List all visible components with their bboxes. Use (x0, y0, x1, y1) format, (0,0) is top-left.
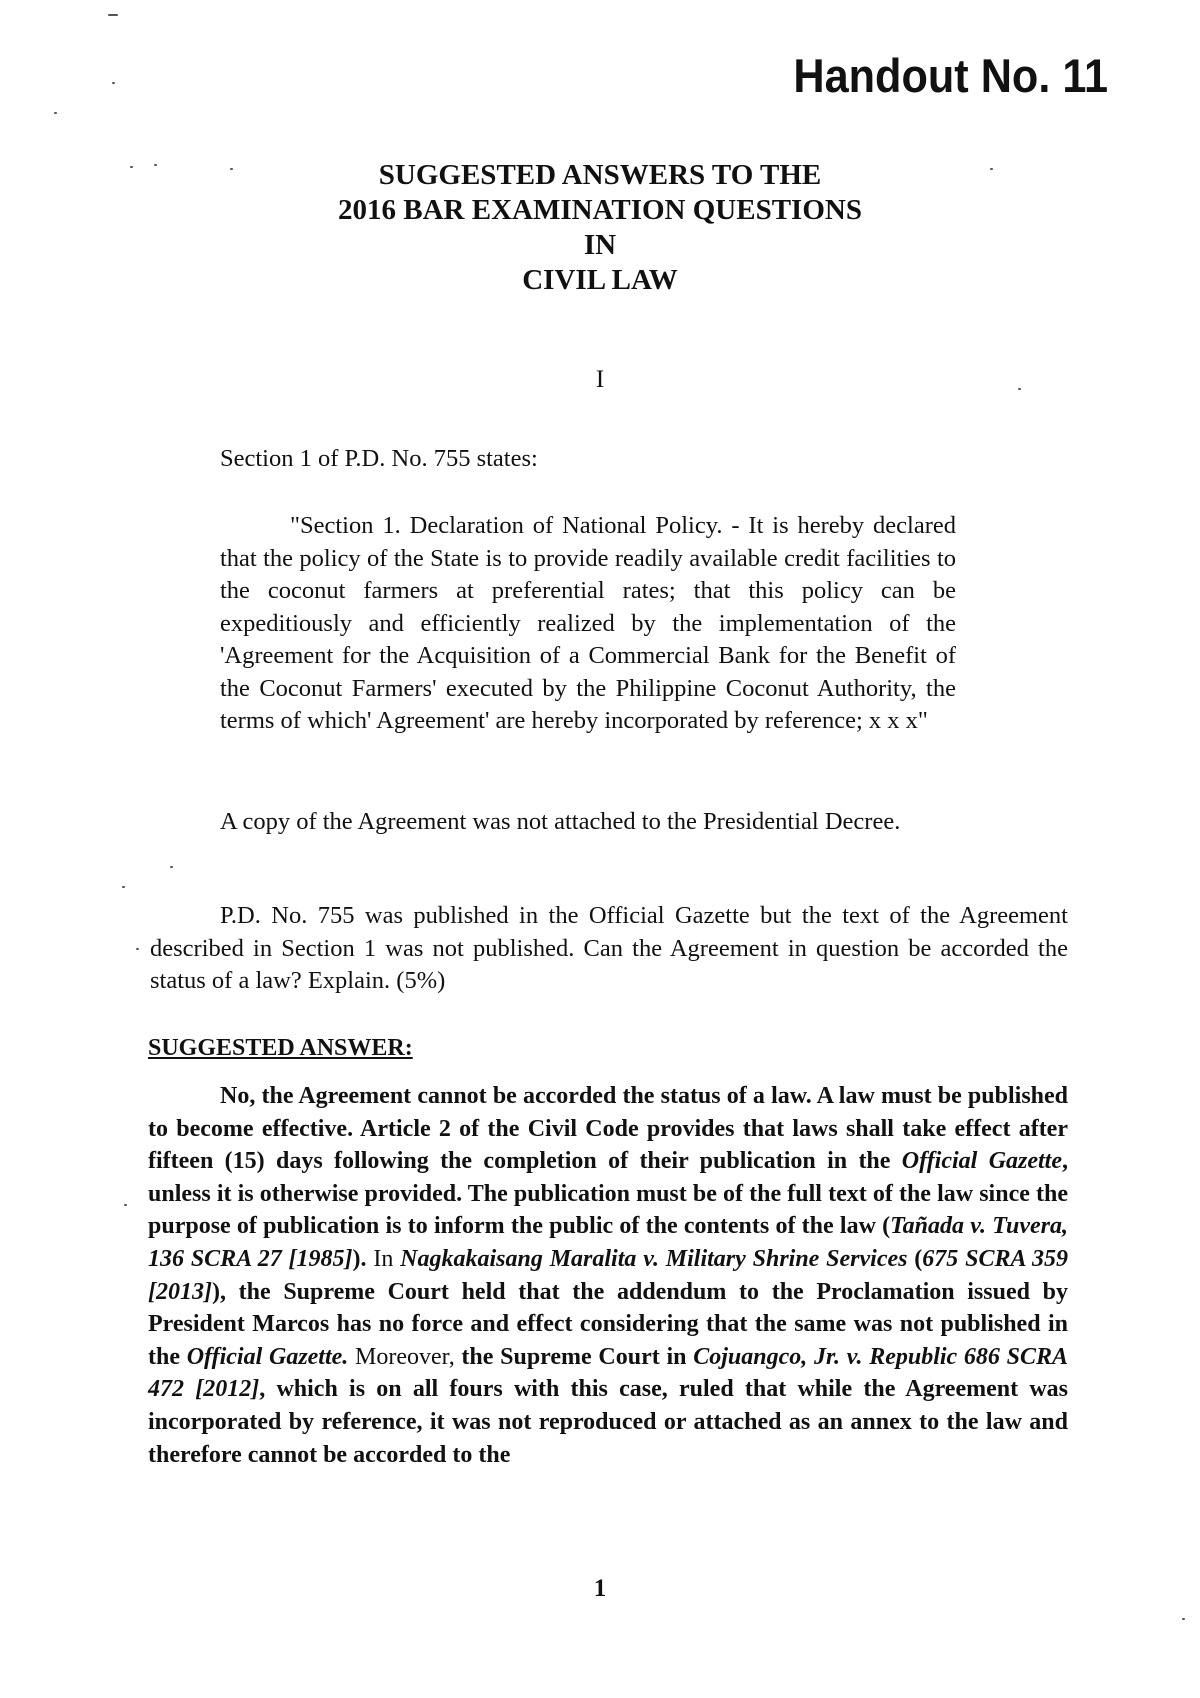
handout-badge: Handout No. 11 (793, 49, 1108, 102)
quote-text: "Section 1. Declaration of National Policy. - It is hereby declared that the policy of the State is to provide readily available credit facilities to the coconut farmers at preferential rates; that this policy can be expeditiously and efficiently realized by the implementation of the 'Agreement for the Acquisition of a Commercial Bank for the Benefit of the Coconut Farmers' executed by the Philippine Coconut Authority, the terms of which' Agreement' are hereby incorporated by reference; x x x" (220, 512, 956, 734)
scan-speck (1182, 1618, 1185, 1620)
scan-speck (112, 82, 115, 84)
answer-text: , unless it is otherwise provided. The publication must be of the full text of the law since the purpose of publication is to inform the public of the contents of the law ( (148, 1148, 1069, 1240)
scan-speck (154, 164, 157, 166)
scan-speck (136, 948, 139, 950)
answer-text: ( (907, 1245, 923, 1272)
answer-text: ), the Supreme Court held that the addendum to the Proclamation issued by President Marcos has no force and effect considering that the same was not published in the (148, 1278, 1068, 1370)
scan-speck (230, 168, 233, 170)
scan-speck (130, 166, 133, 168)
title-line: CIVIL LAW (522, 264, 678, 296)
scan-speck (108, 14, 118, 16)
document-title (0, 158, 1200, 298)
answer-citation: Tañada v. Tuvera, 136 SCRA 27 [1985] (148, 1213, 1068, 1272)
answer-text: , which is on all fours with this case, ruled that while the Agreement was incorporated by reference, it was not reproduced or attached as an annex to the law and therefore cannot be accorded to the (148, 1376, 1068, 1468)
copy-note: A copy of the Agreement was not attached to the Presidential Decree. (220, 808, 901, 835)
page-number: 1 (593, 1575, 607, 1602)
answer-text: No, the Agreement cannot be accorded the status of a law. A law must be published to become effective. Article 2 of the Civil Code provides that laws shall take effect after fifteen (15) days following the completion of their publication in the (148, 1083, 1068, 1175)
scan-speck (124, 1204, 127, 1206)
quoted-section (220, 510, 956, 738)
intro-paragraph: Section 1 of P.D. No. 755 states: (220, 445, 538, 472)
scan-speck (990, 168, 993, 170)
title-line: SUGGESTED ANSWERS TO THE (378, 159, 822, 191)
answer-text: the Supreme Court in (454, 1343, 694, 1370)
question-paragraph: P.D. No. 755 was published in the Official Gazette but the text of the Agreement described in Section 1 was not published. Can the Agreement in question be accorded the status of a law? Explain. (5%) (150, 902, 1068, 994)
answer-citation: Cojuangco, Jr. v. Republic 686 SCRA 472 [2012] (148, 1343, 1069, 1403)
answer-text: ). (352, 1245, 374, 1272)
scan-speck (54, 112, 57, 114)
scan-speck (122, 886, 125, 888)
scan-speck (170, 866, 173, 868)
question-number: I (595, 366, 605, 393)
answer-heading: SUGGESTED ANSWER: (148, 1035, 413, 1061)
answer-text: Moreover, (355, 1343, 455, 1370)
answer-paragraph (148, 1080, 1068, 1471)
scan-speck (1018, 388, 1021, 390)
answer-citation: 675 SCRA 359 [2013] (148, 1245, 1068, 1305)
title-line: 2016 BAR EXAMINATION QUESTIONS (338, 194, 862, 226)
title-line: IN (583, 229, 617, 261)
answer-citation: Official Gazette. (186, 1343, 349, 1370)
answer-text: In (373, 1245, 394, 1272)
answer-citation: Official Gazette (901, 1148, 1063, 1175)
answer-citation: Nagkakaisang Maralita v. Military Shrine Services (400, 1245, 908, 1272)
